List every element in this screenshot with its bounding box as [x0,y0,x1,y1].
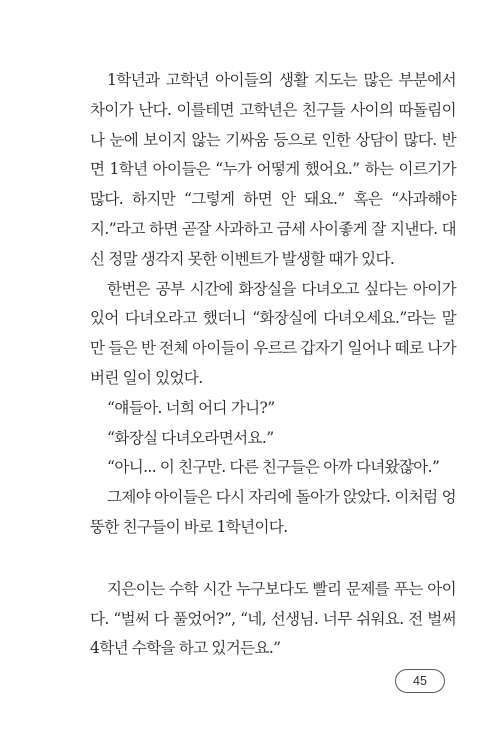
page-number-badge [395,669,445,693]
paragraph: 1학년과 고학년 아이들의 생활 지도는 많은 부분에서 차이가 난다. 이를테면 고학년은 친구들 사이의 따돌림이나 눈에 보이지 않는 기싸움 등으로 인한 상담이 많다. 반면 1학년 아이들은 “누가 어떻게 했어요.” 하는 이르기가 많다. 하지만 “그렇게 하면 안 돼요.” 혹은 “사과해야지.”라고 하면 곧잘 사과하고 금세 사이좋게 잘 지낸다. 대신 정말 생각지 못한 이벤트가 발생할 때가 있다. [90,71,456,268]
dialogue-line: “화장실 다녀오라면서요.” [107,428,274,447]
body-text [90,66,456,664]
paragraph: 그제야 아이들은 다시 자리에 돌아가 앉았다. 이처럼 엉뚱한 친구들이 바로 1학년이다. [90,488,456,536]
page-number: 45 [413,674,427,688]
paragraph: 한번은 공부 시간에 화장실을 다녀오고 싶다는 아이가 있어 다녀오라고 했더니 “화장실에 다녀오세요.”라는 말만 들은 반 전체 아이들이 우르르 갑자기 일어나 떼로 나가버린 일이 있었다. [90,279,456,387]
dialogue-line: “아니... 이 친구만. 다른 친구들은 아까 다녀왔잖아.” [107,458,440,477]
dialogue-line: “얘들아. 너희 어디 가니?” [107,398,275,417]
paragraph: 지은이는 수학 시간 누구보다도 빨리 문제를 푸는 아이다. “벌써 다 풀었어?”, “네, 선생님. 너무 쉬워요. 전 벌써 4학년 수학을 하고 있거든요.” [90,579,456,658]
section-break [90,543,456,575]
